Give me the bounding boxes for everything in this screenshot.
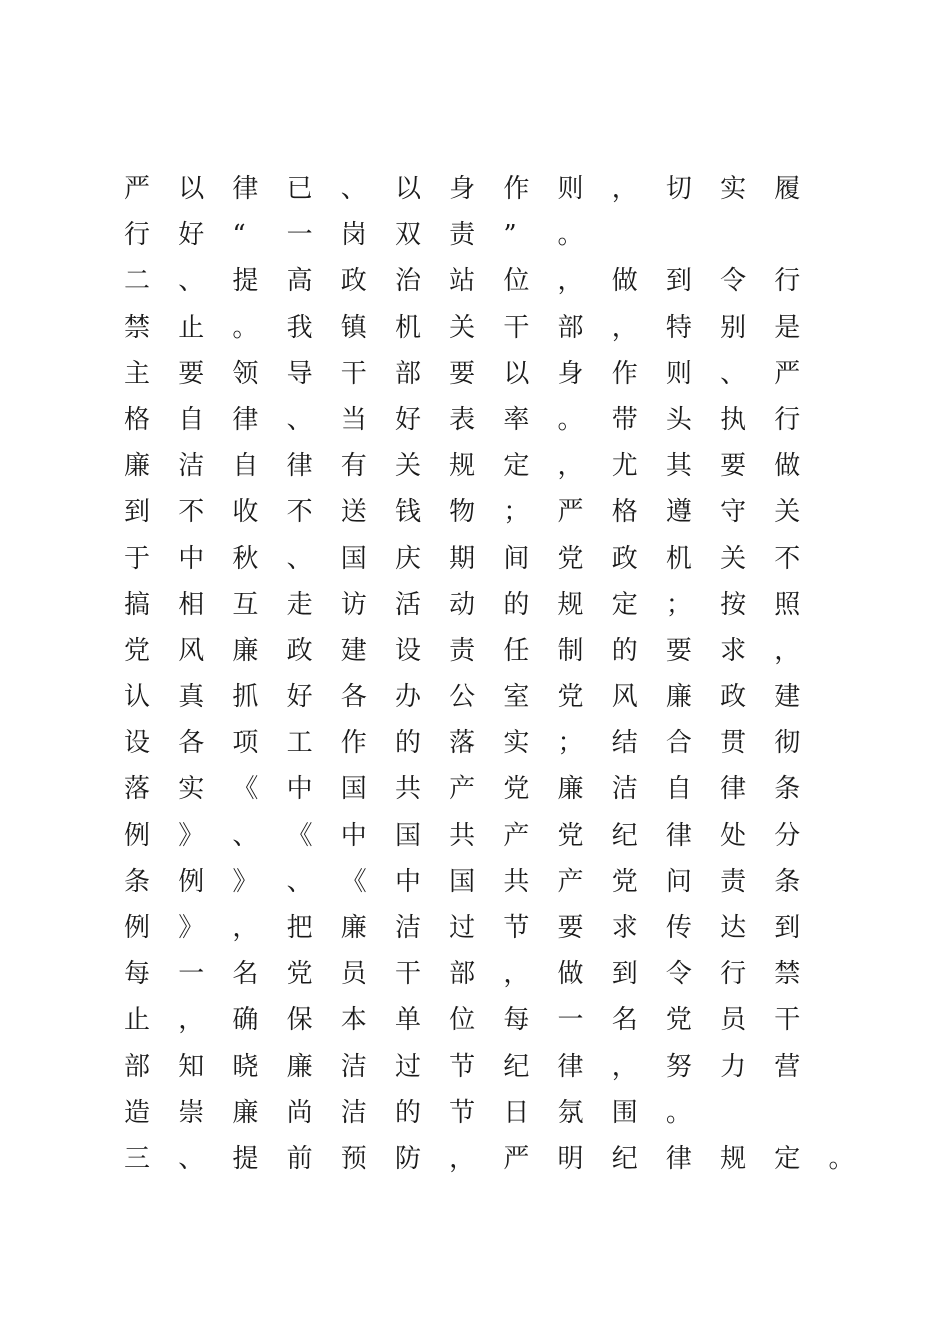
text-line: 止 ， 确 保 本 单 位 每 一 名 党 员 干: [124, 1005, 801, 1036]
text-line: 例 》 、 《 中 国 共 产 党 纪 律 处 分: [124, 820, 801, 851]
text-line: 到 不 收 不 送 钱 物 ； 严 格 遵 守 关: [124, 497, 801, 528]
text-line: 条 例 》 、 《 中 国 共 产 党 问 责 条: [124, 866, 801, 897]
section-heading-2: 二 、 提 高 政 治 站 位 ， 做 到 令 行: [124, 266, 801, 297]
body-text: [124, 166, 855, 1182]
text-line: 例 》 ， 把 廉 洁 过 节 要 求 传 达 到: [124, 913, 801, 943]
text-line: 廉 洁 自 律 有 关 规 定 ， 尤 其 要 做: [124, 451, 801, 482]
text-line: 于 中 秋 、 国 庆 期 间 党 政 机 关 不: [124, 543, 801, 574]
text-line: 严 以 律 已 、 以 身 作 则 ， 切 实 履: [124, 174, 801, 204]
section-heading-3: 三 、 提 前 预 防 ， 严 明 纪 律 规 定 。: [124, 1143, 855, 1174]
text-line: 每 一 名 党 员 干 部 ， 做 到 令 行 禁: [124, 959, 801, 990]
text-line: 党 风 廉 政 建 设 责 任 制 的 要 求 ，: [124, 635, 801, 666]
text-line: 落 实 《 中 国 共 产 党 廉 洁 自 律 条: [124, 774, 801, 805]
text-line: 设 各 项 工 作 的 落 实 ； 结 合 贯 彻: [124, 728, 801, 759]
text-line: 行 好 “ 一 岗 双 责 ” 。: [124, 220, 584, 251]
text-line: 主 要 领 导 干 部 要 以 身 作 则 、 严: [124, 358, 801, 389]
text-line: 格 自 律 、 当 好 表 率 。 带 头 执 行: [124, 404, 801, 435]
text-line: 造 崇 廉 尚 洁 的 节 日 氛 围 。: [124, 1097, 692, 1128]
text-line: 搞 相 互 走 访 活 动 的 规 定 ； 按 照: [124, 589, 801, 620]
text-line: 认 真 抓 好 各 办 公 室 党 风 廉 政 建: [124, 682, 801, 713]
text-line: 部 知 晓 廉 洁 过 节 纪 律 ， 努 力 营: [124, 1051, 801, 1082]
text-line: 禁 止 。 我 镇 机 关 干 部 ， 特 别 是: [124, 312, 801, 343]
